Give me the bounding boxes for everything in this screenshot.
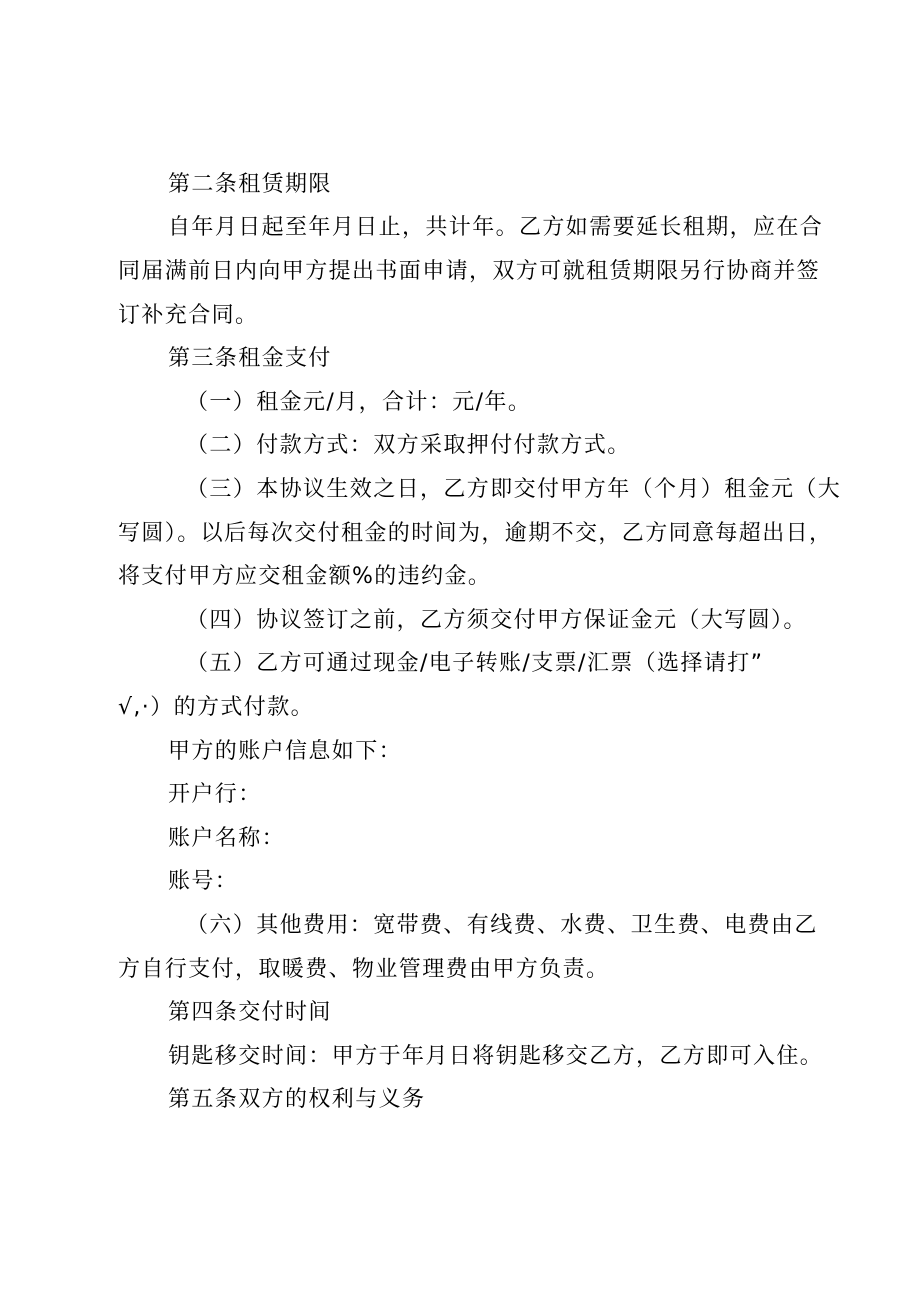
clause-deposit: （四）协议签订之前，乙方须交付甲方保证金元（大写圆）。	[186, 608, 807, 633]
clause-payment-channels-line-1: （五）乙方可通过现金/电子转账/支票/汇票（选择请打”	[186, 651, 764, 676]
account-info-heading: 甲方的账户信息如下：	[168, 739, 403, 764]
heading-article-5: 第五条双方的权利与义务	[168, 1087, 426, 1112]
heading-article-4: 第四条交付时间	[168, 1000, 332, 1025]
clause-payment-channels-line-2: √,·）的方式付款。	[118, 695, 315, 720]
clause-payment-schedule-line-2: 写圆）。以后每次交付租金的时间为，逾期不交，乙方同意每超出日，	[118, 521, 833, 546]
clause-other-fees-line-2: 方自行支付，取暖费、物业管理费由甲方负责。	[118, 957, 610, 982]
clause-payment-method: （二）付款方式：双方采取押付付款方式。	[186, 433, 631, 458]
paragraph-lease-term-line-1: 自年月日起至年月日止，共计年。乙方如需要延长租期，应在合	[168, 215, 824, 240]
account-number-label: 账号：	[168, 869, 239, 894]
account-name-label: 账户名称：	[168, 826, 286, 851]
clause-payment-schedule-line-1: （三）本协议生效之日，乙方即交付甲方年（个月）租金元（大	[186, 477, 842, 502]
clause-key-handover: 钥匙移交时间：甲方于年月日将钥匙移交乙方，乙方即可入住。	[168, 1044, 824, 1069]
paragraph-lease-term-line-2: 同届满前日内向甲方提出书面申请，双方可就租赁期限另行协商并签	[118, 259, 821, 284]
heading-article-3: 第三条租金支付	[168, 346, 332, 371]
clause-payment-schedule-line-3: 将支付甲方应交租金额%的违约金。	[118, 564, 492, 589]
clause-rent-amount: （一）租金元/月，合计：元/年。	[186, 390, 532, 415]
heading-article-2: 第二条租赁期限	[168, 172, 332, 197]
paragraph-lease-term-line-3: 订补充合同。	[118, 303, 259, 328]
clause-other-fees-line-1: （六）其他费用：宽带费、有线费、水费、卫生费、电费由乙	[186, 913, 818, 938]
account-bank-label: 开户行：	[168, 782, 262, 807]
